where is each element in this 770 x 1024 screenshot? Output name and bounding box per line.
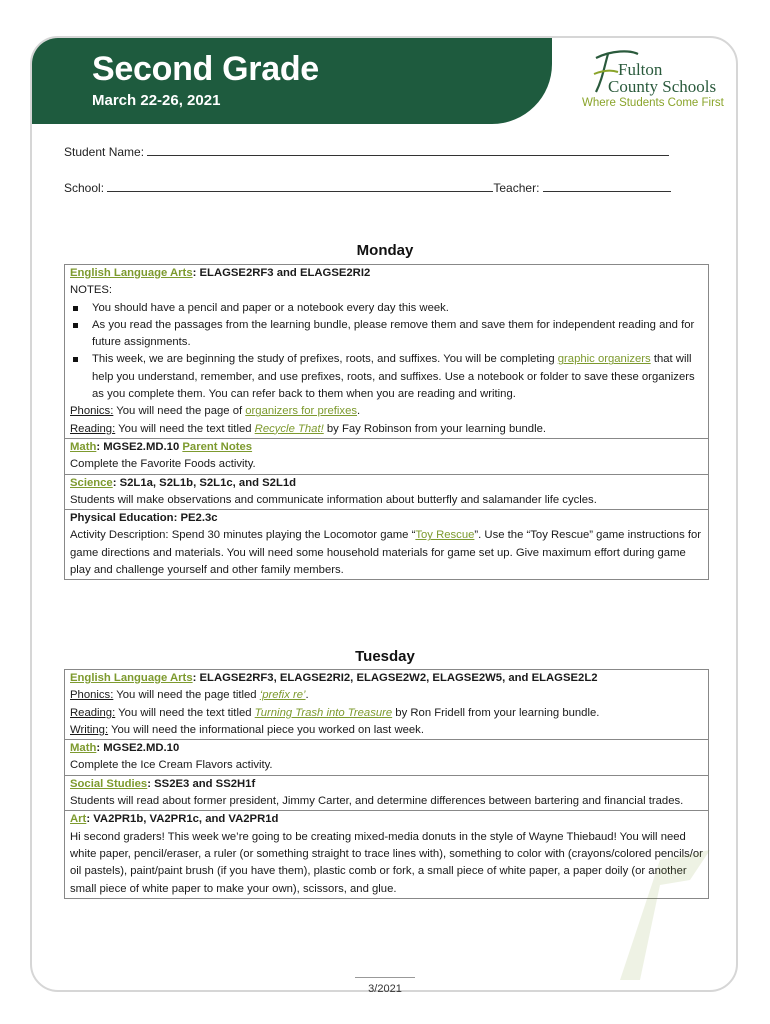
social-body: Students will read about former president, Jimmy Carter, and determine differences between bartering and financial trades. <box>70 795 684 808</box>
bullet3-text: This week, we are beginning the study of prefixes, roots, and suffixes. You will be completing <box>92 353 558 366</box>
prefix-re-link[interactable]: ‘prefix re’ <box>259 689 306 702</box>
art-header <box>70 811 703 828</box>
reading-text-post: by Ron Fridell from your learning bundle. <box>392 706 600 719</box>
logo-text-county-schools: County Schools <box>608 77 717 96</box>
toy-rescue-link[interactable]: Toy Rescue <box>415 529 475 542</box>
ela-subject-link[interactable]: English Language Arts <box>70 267 193 279</box>
pe-body <box>70 527 703 579</box>
notes-label: NOTES: <box>70 284 113 297</box>
reading-line <box>70 705 703 722</box>
tuesday-ela-cell <box>65 670 708 740</box>
phonics-text: You will need the page titled <box>113 689 260 702</box>
reading-line <box>70 421 703 438</box>
pe-body-text: Activity Description: Spend 30 minutes playing the Locomotor game “ <box>70 529 416 542</box>
tuesday-math-header <box>70 740 703 757</box>
tuesday-social-cell <box>65 776 708 812</box>
student-name-blank[interactable] <box>147 145 669 156</box>
science-subject-link[interactable]: Science <box>70 476 113 489</box>
phonics-text: You will need the page of <box>113 405 246 418</box>
ela-standards: : ELAGSE2RF3 and ELAGSE2RI2 <box>192 267 371 279</box>
writing-line <box>70 722 703 739</box>
list-item: You should have a pencil and paper or a notebook every day this week. <box>70 300 703 317</box>
reading-text: You will need the text titled <box>115 422 255 435</box>
organizers-for-prefixes-link[interactable]: organizers for prefixes <box>245 405 358 418</box>
parent-notes-link[interactable]: Parent Notes <box>182 440 253 453</box>
turning-trash-link[interactable]: Turning Trash into Treasure <box>254 706 393 719</box>
watermark-graphic <box>600 840 730 990</box>
reading-text: You will need the text titled <box>115 706 255 719</box>
page-title: Second Grade <box>92 50 319 88</box>
science-standards: : S2L1a, S2L1b, S2L1c, and S2L1d <box>112 476 297 489</box>
phonics-text-post: . <box>305 689 309 702</box>
math-subject-link[interactable]: Math <box>70 742 97 755</box>
reading-text-post: by Fay Robinson from your learning bundle. <box>323 422 547 435</box>
pe-body-text-post: ”. Use the “Toy Rescue” game instructions for game directions and materials. You will need some household materials for game set up. Give maximum effort during game play and challenge yourself and other family members. <box>70 529 702 577</box>
reading-label: Reading: <box>70 422 116 435</box>
reading-label: Reading: <box>70 706 116 719</box>
graphic-organizers-link[interactable]: graphic organizers <box>557 353 651 366</box>
monday-science-cell <box>65 475 708 511</box>
writing-label: Writing: <box>70 723 109 736</box>
monday-heading: Monday <box>356 242 414 259</box>
logo-tagline: Where Students Come First <box>582 97 724 109</box>
monday-table <box>64 264 709 580</box>
school-teacher-field <box>64 181 671 195</box>
bullet3-text-post: that will help you understand, remember, and use prefixes, roots, and suffixes. Use a notebook or folder to save these organizers as you complete them. You can refer back to them when you are reading and writing. <box>92 353 695 401</box>
phonics-line <box>70 403 703 420</box>
pe-header: Physical Education: PE2.3c <box>70 512 218 525</box>
tuesday-math-cell <box>65 740 708 776</box>
ela-subject-link[interactable]: English Language Arts <box>70 672 193 684</box>
recycle-that-link[interactable]: Recycle That! <box>254 422 324 435</box>
art-subject-link[interactable]: Art <box>70 813 87 826</box>
phonics-label: Phonics: <box>70 689 114 702</box>
phonics-line <box>70 687 703 704</box>
logo-text-fulton: Fulton <box>618 60 663 79</box>
student-name-field <box>64 145 669 159</box>
math-standards: : MGSE2.MD.10 <box>96 742 180 755</box>
monday-ela-cell <box>65 265 708 439</box>
social-studies-header <box>70 776 703 793</box>
teacher-label: Teacher: <box>493 181 540 195</box>
math-standards: : MGSE2.MD.10 <box>96 440 183 453</box>
fulton-county-schools-logo <box>578 48 724 112</box>
social-studies-subject-link[interactable]: Social Studies <box>70 777 148 790</box>
school-blank[interactable] <box>107 181 493 192</box>
school-label: School: <box>64 181 105 195</box>
monday-math-cell <box>65 439 708 475</box>
phonics-text-post: . <box>357 405 361 418</box>
math-body: Complete the Ice Cream Flavors activity. <box>70 759 273 772</box>
tuesday-heading: Tuesday <box>355 648 415 665</box>
art-standards: : VA2PR1b, VA2PR1c, and VA2PR1d <box>86 813 279 826</box>
teacher-blank[interactable] <box>543 181 671 192</box>
monday-science-header <box>70 475 703 492</box>
math-subject-link[interactable]: Math <box>70 440 97 453</box>
list-item <box>70 351 703 403</box>
week-date: March 22-26, 2021 <box>92 92 221 109</box>
art-body: Hi second graders! This week we’re going to be creating mixed-media donuts in the style of Wayne Thiebaud! You will need white paper, pencil/eraser, a ruler (or something straight to trace lines with), something to color with (crayons/colored pencils/or oil pastels), paint/paint brush (if you have them), plastic comb or fork, a small piece of white paper, a paper doily (or another small piece of white paper to make your own), scissors, and glue. <box>70 830 703 895</box>
monday-pe-cell <box>65 510 708 579</box>
ela-standards: : ELAGSE2RF3, ELAGSE2RI2, ELAGSE2W2, ELAGSE2W5, and ELAGSE2L2 <box>192 672 598 684</box>
phonics-label: Phonics: <box>70 405 114 418</box>
footer-rule <box>355 977 415 978</box>
footer-date: 3/2021 <box>368 983 402 995</box>
monday-ela-header <box>70 265 703 282</box>
student-name-label: Student Name: <box>64 145 145 159</box>
science-body: Students will make observations and communicate information about butterfly and salamander life cycles. <box>70 493 597 506</box>
social-standards: : SS2E3 and SS2H1f <box>147 777 256 790</box>
monday-math-header <box>70 439 703 456</box>
list-item: As you read the passages from the learning bundle, please remove them and save them for independent reading and for future assignments. <box>70 317 703 352</box>
tuesday-ela-header <box>70 670 703 687</box>
math-body: Complete the Favorite Foods activity. <box>70 458 256 471</box>
writing-text: You will need the informational piece you worked on last week. <box>108 723 424 736</box>
notes-list <box>70 300 703 404</box>
